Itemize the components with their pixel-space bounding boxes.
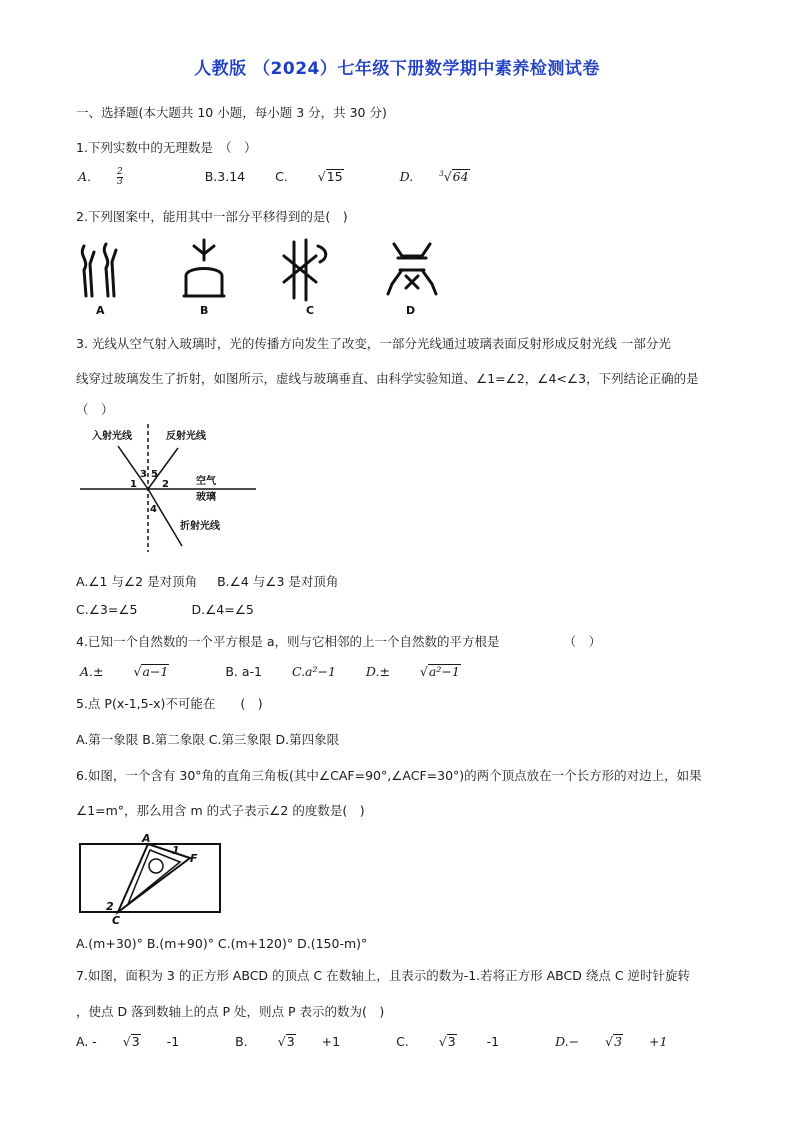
vertex-f-label: F xyxy=(190,852,198,865)
q1-stem: 1.下列实数中的无理数是 （ ） xyxy=(76,140,257,155)
section-heading: 一、选择题(本大题共 10 小题，每小题 3 分，共 30 分) xyxy=(76,105,387,120)
q1-options xyxy=(78,168,522,187)
pattern-label-d: D xyxy=(406,304,416,317)
q7-options xyxy=(76,1034,719,1049)
angle-3-label: 3 xyxy=(140,469,147,480)
q7-option-a: A. - √3 -1 xyxy=(76,1034,180,1049)
q3-light-figure xyxy=(78,422,258,554)
q5-stem: 5.点 P(x-1,5-x)不可能在 ( ) xyxy=(76,696,263,711)
q4-option-b: B. a-1 xyxy=(225,664,262,679)
q7-stem-line2: ，使点 D 落到数轴上的点 P 处，则点 P 表示的数为( ) xyxy=(76,1004,385,1019)
pattern-label-a: A xyxy=(96,304,105,317)
q4-option-a: A.± √a−1 xyxy=(80,664,169,679)
angle-2-label: 2 xyxy=(106,900,114,913)
q1-fraction: $\frac{2}{3}$ xyxy=(117,167,123,187)
incident-ray-label: 入射光线 xyxy=(92,431,132,442)
q4-stem: 4.已知一个自然数的一个平方根是 a，则与它相邻的上一个自然数的平方根是 （ ） xyxy=(76,634,602,649)
q6-stem-line1: 6.如图，一个含有 30°角的直角三角板(其中∠CAF=90°,∠ACF=30°)的两个顶点放在一个长方形的对边上，如果 xyxy=(76,768,702,783)
glass-label: 玻璃 xyxy=(196,492,216,503)
q3-option-c: C.∠3=∠5 xyxy=(76,602,138,617)
q1-option-b: B.3.14 xyxy=(204,169,246,184)
pattern-label-b: B xyxy=(200,304,209,317)
pattern-d-icon xyxy=(388,244,436,294)
pattern-a-icon xyxy=(82,244,116,296)
q7-option-d: D.− √3 +1 xyxy=(555,1034,668,1049)
q1-option-c: C. √15 xyxy=(275,169,343,184)
q1-option-d: D. $^3$√64 xyxy=(399,169,469,184)
vertex-c-label: C xyxy=(112,914,121,926)
pattern-label-c: C xyxy=(306,304,315,317)
q2-pattern-figure xyxy=(72,236,442,318)
q6-triangle-figure xyxy=(78,830,224,926)
angle-5-label: 5 xyxy=(151,469,158,480)
angle-1-label: 1 xyxy=(172,844,180,857)
reflected-ray-label: 反射光线 xyxy=(166,431,206,442)
pattern-c-icon xyxy=(284,240,326,300)
q7-option-b: B. √3 +1 xyxy=(235,1034,341,1049)
q4-option-c: C.a²−1 xyxy=(291,664,336,679)
q3-option-b: B.∠4 与∠3 是对顶角 xyxy=(217,574,339,589)
q3-option-a: A.∠1 与∠2 是对顶角 xyxy=(76,574,198,589)
q3-stem-line3: （ ） xyxy=(76,402,114,417)
q6-options: A.(m+30)° B.(m+90)° C.(m+120)° D.(150-m)° xyxy=(76,936,368,951)
angle-4-label: 4 xyxy=(150,504,157,515)
q6-stem-line2: ∠1=m°，那么用含 m 的式子表示∠2 的度数是( ) xyxy=(76,803,365,818)
q5-options: A.第一象限 B.第二象限 C.第三象限 D.第四象限 xyxy=(76,732,340,747)
angle-1-label: 1 xyxy=(130,479,137,490)
q3-stem-line1: 3. 光线从空气射入玻璃时，光的传播方向发生了改变，一部分光线通过玻璃表面反射形成反射光线 一部分光 xyxy=(76,336,671,351)
q4-options xyxy=(80,664,513,679)
angle-2-label: 2 xyxy=(162,479,169,490)
q7-option-c: C. √3 -1 xyxy=(396,1034,500,1049)
vertex-a-label: A xyxy=(142,832,151,845)
q7-stem-line1: 7.如图，面积为 3 的正方形 ABCD 的顶点 C 在数轴上，且表示的数为-1.若将正方形 ABCD 绕点 C 逆时针旋转 xyxy=(76,968,691,983)
pattern-b-icon xyxy=(184,240,224,296)
q3-stem-line2: 线穿过玻璃发生了折射，如图所示，虚线与玻璃垂直、由科学实验知道、∠1=∠2，∠4<∠3，下列结论正确的是 xyxy=(76,371,699,386)
q1-option-a: A. $\frac{2}{3}$ xyxy=(78,169,179,184)
q3-options-row2 xyxy=(76,602,254,617)
q3-option-d: D.∠4=∠5 xyxy=(191,602,254,617)
exam-title: 人教版 （2024）七年级下册数学期中素养检测试卷 xyxy=(194,59,600,79)
q2-stem: 2.下列图案中，能用其中一部分平移得到的是( ) xyxy=(76,209,348,224)
q4-option-d: D.± √a²−1 xyxy=(365,664,460,679)
q3-options-row1 xyxy=(76,572,338,590)
refracted-ray-label: 折射光线 xyxy=(180,521,220,532)
air-label: 空气 xyxy=(196,476,216,487)
